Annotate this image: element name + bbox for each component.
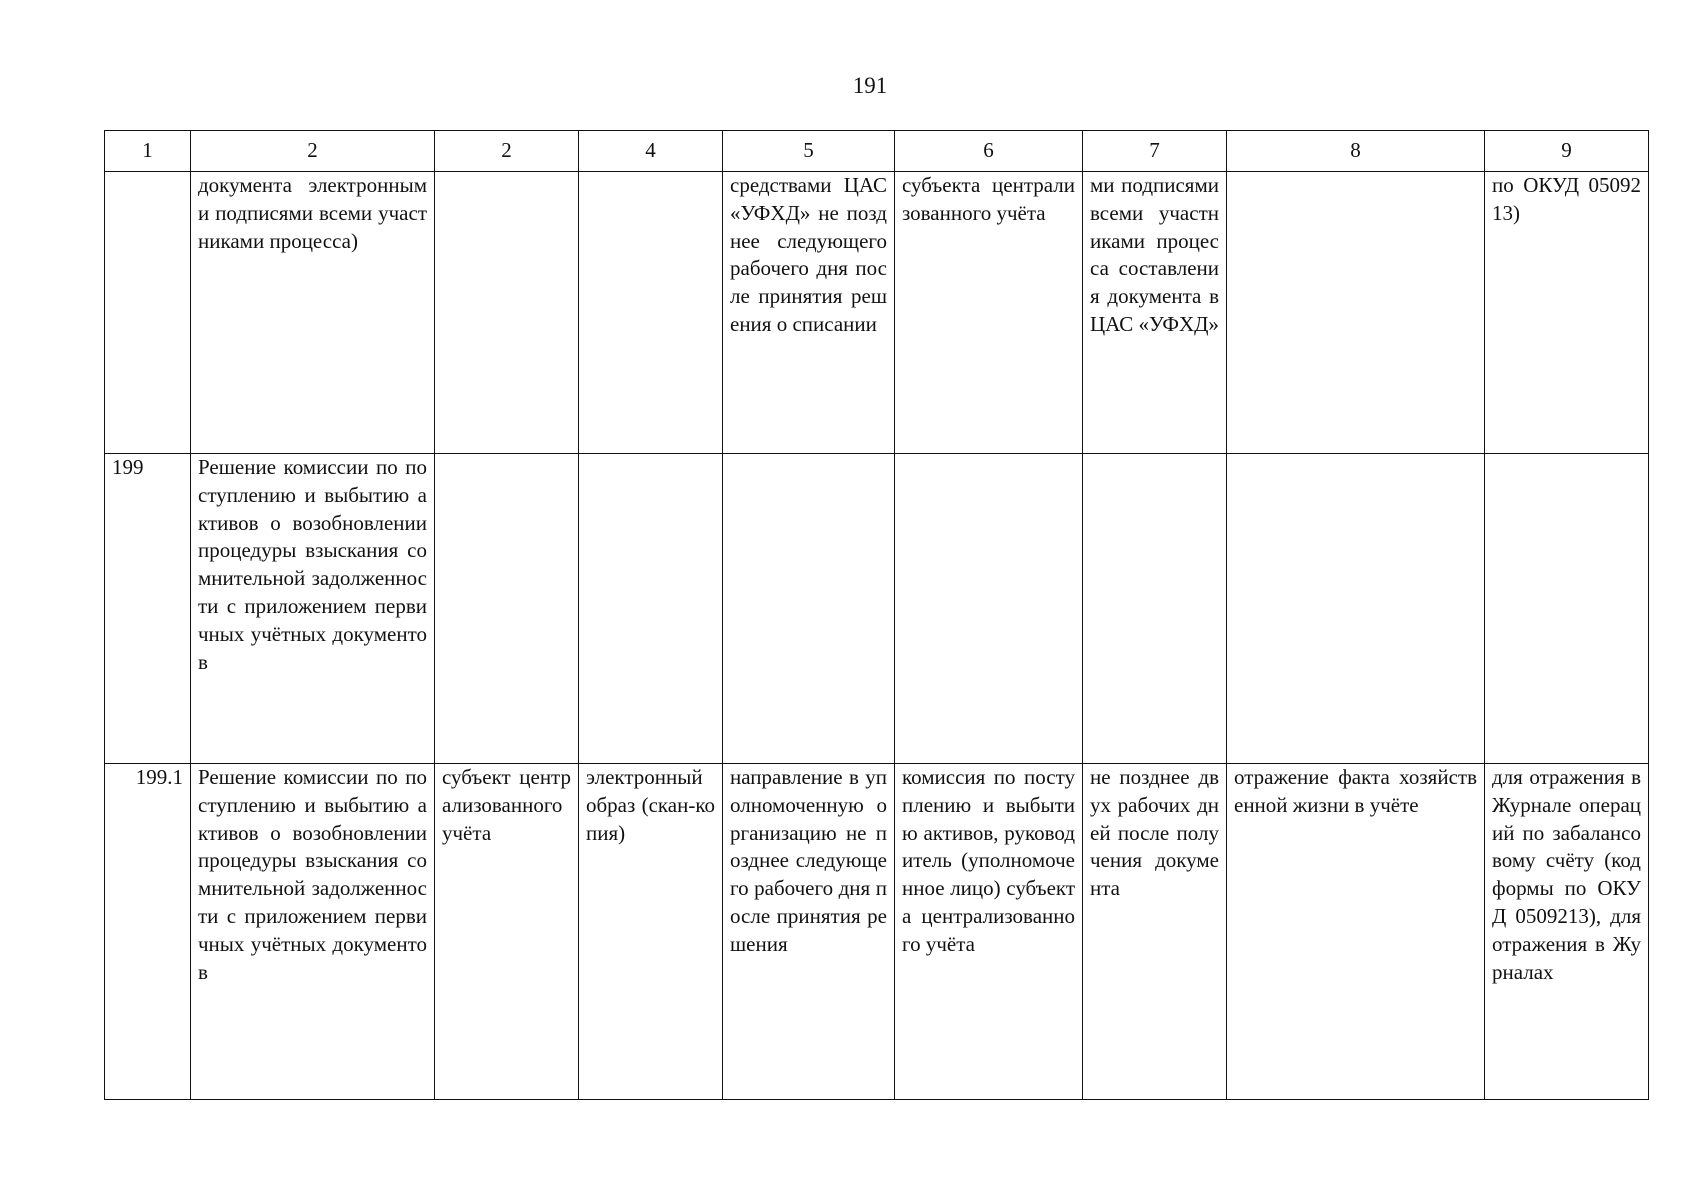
cell-text: по ОКУД 0509213) — [1492, 173, 1641, 225]
table-cell — [723, 764, 895, 1100]
column-header: 4 — [579, 131, 723, 172]
table-cell — [579, 764, 723, 1100]
document-table — [104, 130, 1649, 1100]
table-header-row — [105, 131, 1649, 172]
table-row — [105, 764, 1649, 1100]
table-cell — [723, 172, 895, 454]
table-cell — [579, 454, 723, 764]
table-cell — [1227, 454, 1485, 764]
column-header: 7 — [1083, 131, 1227, 172]
table-cell — [435, 172, 579, 454]
cell-text: средствами ЦАС «УФХД» не позднее следующего рабочего дня после принятия решения о списании — [730, 173, 887, 336]
table-cell — [435, 764, 579, 1100]
table-cell: 199 — [105, 454, 191, 764]
table-cell — [1227, 172, 1485, 454]
table-row — [105, 172, 1649, 454]
table-cell — [895, 764, 1083, 1100]
cell-text: комиссия по поступлению и выбытию активов, руководитель (уполномоченное лицо) субъекта централизованного учёта — [902, 765, 1075, 956]
cell-text: документа электронными подписями всеми участниками процесса) — [198, 173, 427, 253]
column-header: 6 — [895, 131, 1083, 172]
table-cell — [579, 172, 723, 454]
cell-text: Решение комиссии по поступлению и выбытию активов о возобновлении процедуры взыскания сомнительной задолженности с приложением первичных учётных документов — [198, 455, 427, 674]
cell-text: субъект централизованного учёта — [442, 765, 571, 845]
table-cell — [1083, 764, 1227, 1100]
table-cell: 199.1 — [105, 764, 191, 1100]
cell-text: Решение комиссии по поступлению и выбытию активов о возобновлении процедуры взыскания сомнительной задолженности с приложением первичных учётных документов — [198, 765, 427, 984]
cell-text: отражение факта хозяйственной жизни в учёте — [1234, 765, 1477, 817]
column-header: 9 — [1485, 131, 1649, 172]
table-cell — [191, 172, 435, 454]
cell-text: ми подписями всеми участниками процесса составления документа в ЦАС «УФХД» — [1090, 173, 1219, 336]
table-cell — [895, 172, 1083, 454]
table-cell — [1083, 454, 1227, 764]
table-cell — [1485, 764, 1649, 1100]
table-cell — [723, 454, 895, 764]
column-header: 1 — [105, 131, 191, 172]
cell-text: не позднее двух рабочих дней после получения документа — [1090, 765, 1219, 901]
cell-text: субъекта централизованного учёта — [902, 173, 1075, 225]
page-number: 191 — [852, 73, 888, 98]
cell-text: электронный образ (скан-копия) — [586, 765, 715, 845]
table-row — [105, 454, 1649, 764]
table-cell — [1227, 764, 1485, 1100]
column-header: 2 — [435, 131, 579, 172]
table-cell — [1485, 172, 1649, 454]
column-header: 8 — [1227, 131, 1485, 172]
table-cell — [435, 454, 579, 764]
table-cell — [191, 454, 435, 764]
table-cell — [105, 172, 191, 454]
cell-text: для отражения в Журнале операций по забалансовому счёту (код формы по ОКУД 0509213), для отражения в Журналах — [1492, 765, 1641, 984]
cell-text: направление в уполномоченную организацию не позднее следующего рабочего дня после принятия решения — [730, 765, 887, 956]
table-cell — [1083, 172, 1227, 454]
column-header: 2 — [191, 131, 435, 172]
table-cell — [1485, 454, 1649, 764]
table-cell — [191, 764, 435, 1100]
table-cell — [895, 454, 1083, 764]
column-header: 5 — [723, 131, 895, 172]
